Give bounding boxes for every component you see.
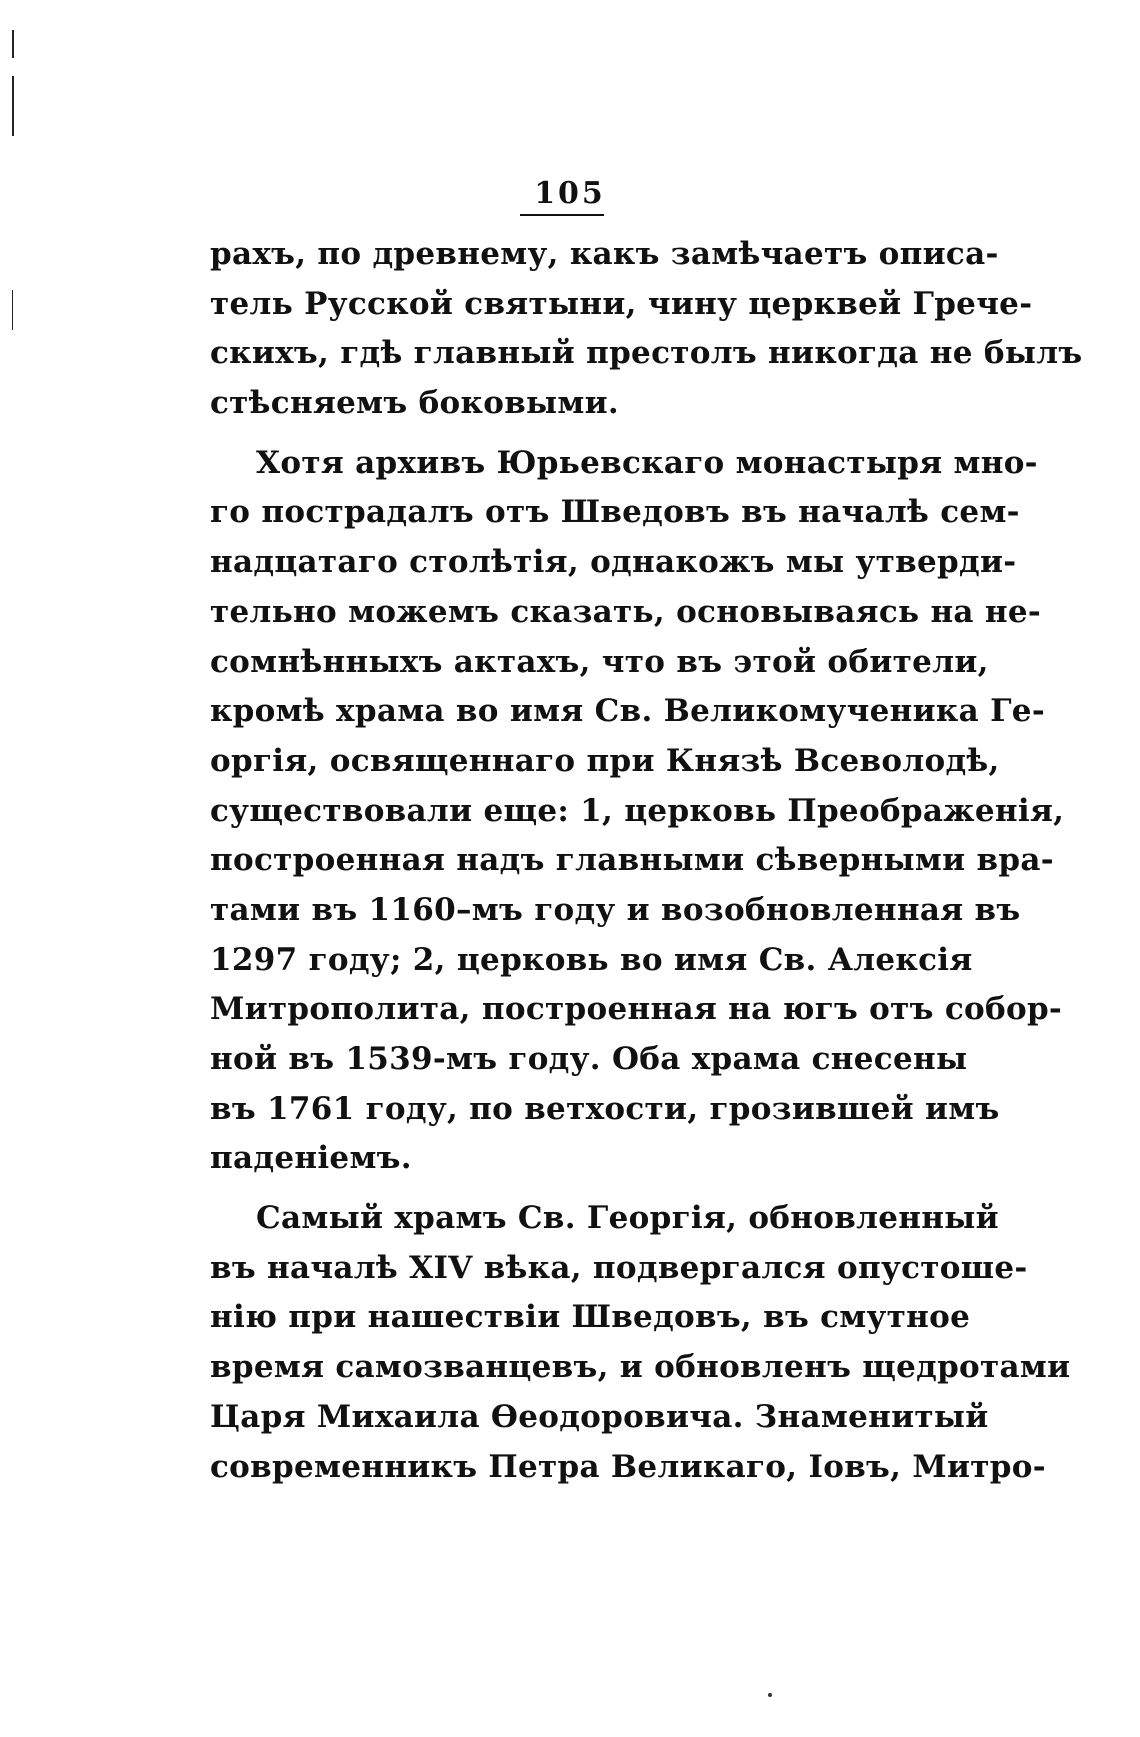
paragraph-gap [210, 429, 912, 439]
text-line: стѣсняемъ боковыми. [210, 385, 620, 422]
scan-edge-mark [12, 290, 13, 330]
paragraph-gap [210, 1184, 912, 1194]
page-number: 105 [534, 176, 606, 211]
body-text [210, 230, 1083, 1492]
scan-speck [768, 1693, 772, 1697]
text-line: тельно можемъ сказать, основываясь на не- [210, 593, 1042, 630]
text-line: рахъ, по древнему, какъ замѣчаетъ описа- [210, 236, 999, 272]
text-line: кромѣ храма во имя Св. Великомученика Ге- [210, 693, 1045, 730]
text-line: оргія, освященнаго при Князѣ Всеволодѣ, [210, 742, 1000, 779]
text-line: время самозванцевъ, и обновленъ щедротами [210, 1349, 1071, 1386]
text-line: надцатаго столѣтія, однакожъ мы утверди- [210, 544, 1017, 581]
text-line: ной въ 1539-мъ году. Оба храма снесены [210, 1041, 968, 1077]
text-line: нію при нашествіи Шведовъ, въ смутное [210, 1299, 971, 1336]
text-line: го пострадалъ отъ Шведовъ въ началѣ сем- [210, 494, 1020, 531]
text-line: построенная надъ главными сѣверными вра- [210, 842, 1054, 879]
text-line: сомнѣнныхъ актахъ, что въ этой обители, [210, 643, 989, 680]
text-line: Митрополита, построенная на югъ отъ собор- [210, 991, 1063, 1028]
text-line: тами въ 1160–мъ году и возобновленная въ [210, 891, 1021, 928]
scan-edge-mark [12, 30, 14, 58]
text-line: паденіемъ. [210, 1140, 412, 1177]
scan-edge-mark [12, 76, 14, 136]
text-line: существовали еще: 1, церковь Преображенія, [210, 792, 1065, 829]
text-line: современникъ Петра Великаго, Іовъ, Митро- [210, 1448, 1046, 1485]
page-number-rule [520, 214, 604, 216]
text-line: 1297 году; 2, церковь во имя Св. Алексія [210, 941, 973, 978]
text-line: Самый храмъ Св. Георгія, обновленный [256, 1200, 999, 1237]
text-line: въ началѣ XIV вѣка, подвергался опустоше- [210, 1249, 1028, 1286]
text-line: Хотя архивъ Юрьевскаго монастыря мно- [256, 444, 1038, 481]
text-line: въ 1761 году, по ветхости, грозившей имъ [210, 1090, 1000, 1127]
text-line: тель Русской святыни, чину церквей Грече- [210, 285, 1033, 322]
text-line: скихъ, гдѣ главный престолъ никогда не былъ [210, 335, 1083, 372]
text-line: Царя Михаила Ѳеодоровича. Знаменитый [210, 1398, 989, 1435]
